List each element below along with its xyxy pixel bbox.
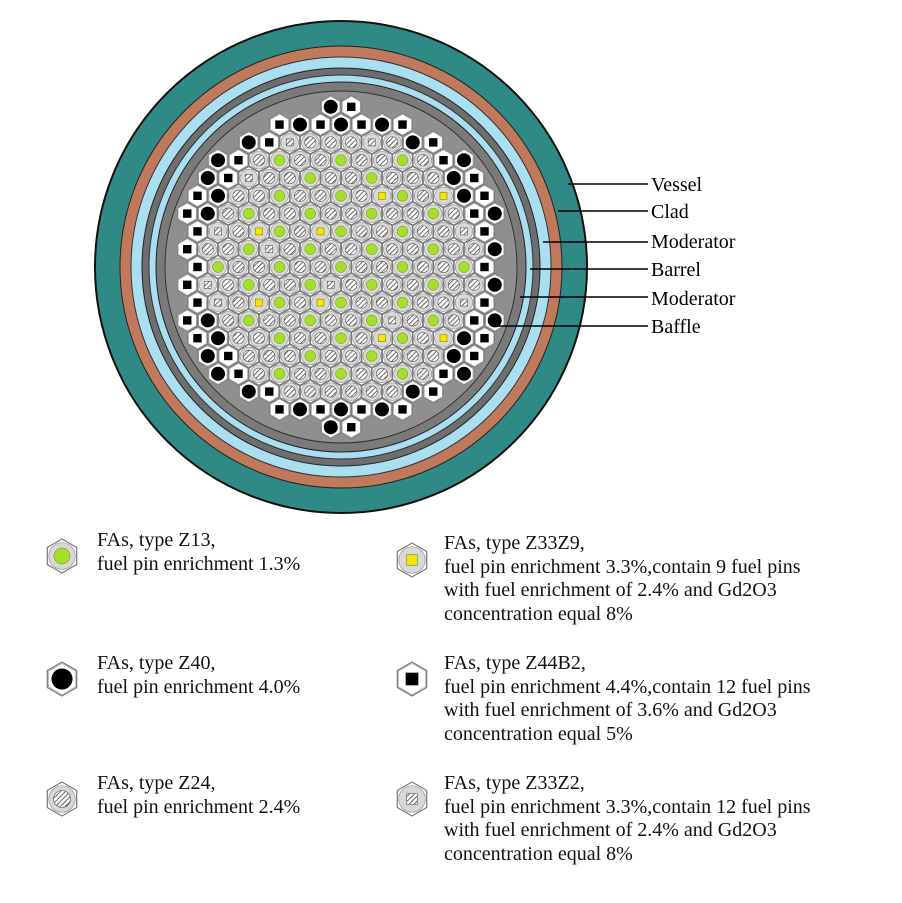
legend-entry-z44b2 — [444, 652, 811, 746]
legend-z13-line-2: fuel pin enrichment 1.3% — [97, 552, 301, 575]
hexagon-green-dot-icon — [47, 539, 76, 573]
hexagon-hatched-square-icon-glyph — [397, 782, 426, 816]
legend-z40-line-2: fuel pin enrichment 4.0% — [97, 675, 301, 698]
legend-entry-z33z2 — [444, 772, 811, 866]
legend-z44b2-line-2: fuel pin enrichment 4.4%,contain 12 fuel pins — [444, 675, 811, 698]
legend-z24-line-2: fuel pin enrichment 2.4% — [97, 795, 301, 818]
hexagon-hatched-square-icon — [397, 782, 426, 816]
hexagon-yellow-square-icon — [397, 543, 426, 577]
hexagon-green-dot-icon-glyph — [47, 539, 76, 573]
hexagon-hatched-dot-icon — [47, 782, 76, 816]
legend-z33z9-line-4: concentration equal 8% — [444, 602, 633, 625]
legend-z33z9-line-2: fuel pin enrichment 3.3%,contain 9 fuel pins — [444, 555, 801, 578]
legend-z44b2-line-3: with fuel enrichment of 3.6% and Gd2O3 — [444, 699, 777, 721]
label-baffle: Baffle — [651, 316, 701, 338]
label-clad: Clad — [651, 201, 689, 223]
legend-z24-line-1: FAs, type Z24, — [97, 772, 216, 794]
legend-z44b2-line-4: concentration equal 5% — [444, 722, 633, 745]
label-moderator-outer: Moderator — [651, 231, 736, 253]
label-moderator-inner: Moderator — [651, 288, 736, 310]
legend-z33z2-line-2: fuel pin enrichment 3.3%,contain 12 fuel pins — [444, 795, 811, 818]
label-vessel: Vessel — [651, 174, 703, 196]
legend-z33z2-line-3: with fuel enrichment of 2.4% and Gd2O3 — [444, 819, 777, 841]
legend-z33z2-line-1: FAs, type Z33Z2, — [444, 772, 585, 794]
hexagon-hatched-dot-icon-glyph — [47, 782, 76, 816]
legend-entry-z24 — [97, 772, 300, 819]
legend-z33z2-line-4: concentration equal 8% — [444, 842, 633, 865]
hexagon-black-dot-icon — [47, 662, 76, 696]
hexagon-black-square-icon — [397, 662, 426, 696]
legend-z13-line-1: FAs, type Z13, — [97, 529, 216, 551]
legend-z44b2-line-1: FAs, type Z44B2, — [444, 652, 586, 674]
legend-z33z9-line-1: FAs, type Z33Z9, — [444, 532, 585, 554]
hexagon-black-dot-icon-glyph — [47, 662, 76, 696]
hexagon-black-square-icon-glyph — [397, 662, 426, 696]
legend-z40-line-1: FAs, type Z40, — [97, 652, 216, 674]
legend-entry-z33z9 — [444, 532, 801, 626]
legend-z33z9-line-3: with fuel enrichment of 2.4% and Gd2O3 — [444, 579, 777, 601]
legend-entry-z40 — [97, 652, 300, 699]
hexagon-yellow-square-icon-glyph — [397, 543, 426, 577]
legend-entry-z13 — [97, 529, 300, 576]
label-barrel: Barrel — [651, 259, 701, 281]
